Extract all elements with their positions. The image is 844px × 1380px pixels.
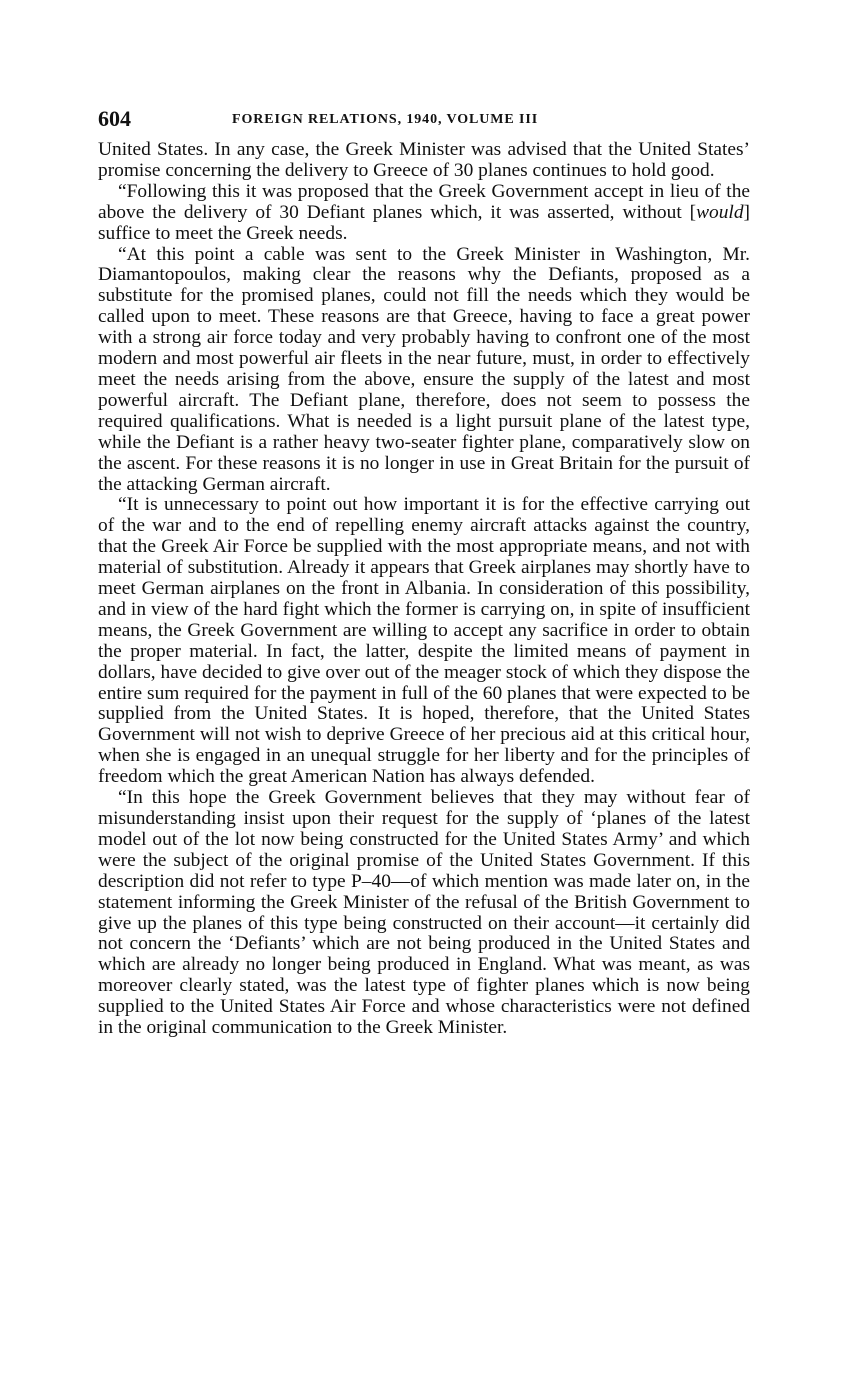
paragraph-defiant-proposal [98, 182, 750, 245]
paragraph-defiant-proposal-start: “Following this it was proposed that the Greek Government accept in lieu of the above the delivery of 30 Defiant planes which, it was asserted, without [ [98, 180, 750, 223]
paragraph-continuation: United States. In any case, the Greek Minister was advised that the United States’ promise concerning the delivery to Greece of 30 planes continues to hold good. [98, 139, 750, 181]
paragraph-air-force-needs: “It is unnecessary to point out how important it is for the effective carrying out of the war and to the end of repelling enemy aircraft attacks against the country, that the Greek Air Force be supplied with the most appropriate means, and not with material of substitution. Already it appears that Greek airplanes may shortly have to meet German airplanes on the front in Albania. In consideration of this possibility, and in view of the hard fight which the former is carrying on, in spite of insufficient means, the Greek Government are willing to accept any sacrifice in order to obtain the proper material. In fact, the latter, despite the limited means of payment in dollars, have decided to give over out of the meager stock of which they dispose the entire sum required for the payment in full of the 60 planes that were expected to be supplied from the United States. It is hoped, therefore, that the United States Government will not wish to deprive Greece of her precious aid at this critical hour, when she is engaged in an unequal struggle for her liberty and for the principles of freedom which the great American Nation has always defended. [98, 494, 750, 788]
document-page [98, 106, 750, 1039]
paragraph-request-latest-model: “In this hope the Greek Government believes that they may without fear of misunderstanding insist upon their request for the supply of ‘planes of the latest model out of the lot now being constructed for the United States Army’ and which were the subject of the original promise of the United States Government. If this description did not refer to type P–40—of which mention was made later on, in the statement informing the Greek Minister of the refusal of the British Government to give up the planes of this type being constructed on their account—it certainly did not concern the ‘Defiants’ which are not being produced in the United States and which are already no longer being produced in England. What was meant, as was moreover clearly stated, was the latest type of fighter planes which is now being supplied to the United States Air Force and whose characteristics were not defined in the original communication to the Greek Minister. [98, 787, 750, 1039]
paragraph-defiant-proposal-end: ] suffice to meet the Greek needs. [98, 201, 750, 244]
page-number: 604 [98, 106, 131, 131]
editorial-insertion: would [696, 201, 744, 223]
body-text [98, 140, 750, 1039]
paragraph-cable-reasons: “At this point a cable was sent to the Greek Minister in Washington, Mr. Diamantopoulos, making clear the reasons why the Defiants, proposed as a substitute for the promised planes, could not fill the needs which they would be called upon to meet. These reasons are that Greece, having to face a great power with a strong air force today and very probably having to confront one of the most modern and most powerful air fleets in the near future, must, in order to effectively meet the needs arising from the above, ensure the supply of the latest and most powerful aircraft. The Defiant plane, therefore, does not seem to possess the required qualifications. What is needed is a light pursuit plane of the latest type, while the Defiant is a rather heavy two-seater fighter plane, comparatively slow on the ascent. For these reasons it is no longer in use in Great Britain for the pursuit of the attacking German aircraft. [98, 243, 750, 495]
running-head [98, 106, 750, 140]
running-head-title: FOREIGN RELATIONS, 1940, VOLUME III [232, 112, 539, 127]
